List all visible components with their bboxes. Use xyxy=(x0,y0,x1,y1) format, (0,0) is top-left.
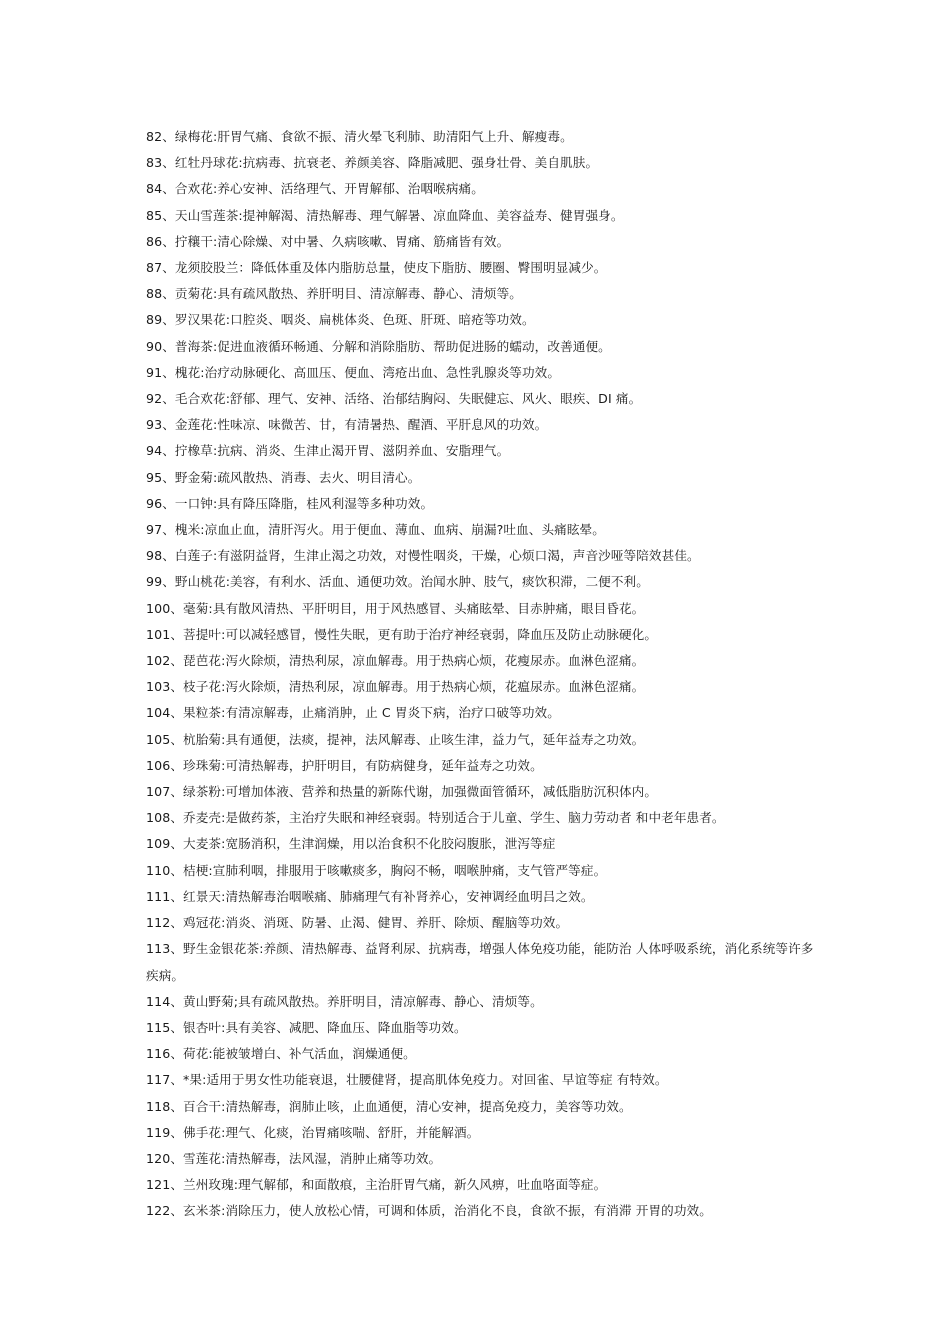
list-item: 94、拧橡草:抗病、消炎、生津止渴开胃、滋阴养血、安脂理气。 xyxy=(146,443,510,459)
list-item: 103、枝子花:泻火除烦，清热利尿，凉血解毒。用于热病心烦，花瘟尿赤。血淋色涩痛。 xyxy=(146,679,645,695)
list-item: 116、荷花:能被皱增白、补气活血，润燥通便。 xyxy=(146,1046,416,1062)
list-item: 107、绿茶粉:可增加体液、营养和热量的新陈代谢，加强微面管循环，减低脂肪沉积体内。 xyxy=(146,784,658,800)
list-item: 92、毛合欢花:舒郁、理气、安神、活络、治郁结胸闷、失眠健忘、风火、眼疾、DI 痛。 xyxy=(146,391,642,407)
list-item: 121、兰州玫瑰:理气解郁，和面散痕，主治肝胃气痛，新久风痹，吐血咯面等症。 xyxy=(146,1177,607,1193)
list-item: 118、百合干:清热解毒，润肺止咳，止血通便，清心安神，提高免疫力，美容等功效。 xyxy=(146,1098,632,1114)
list-item: 97、槐米:凉血止血，清肝泻火。用于便血、薄血、血病、崩漏?吐血、头痛眩晕。 xyxy=(146,522,605,538)
list-item: 101、菩提叶:可以减轻感冒，慢性失眠，更有助于治疗神经衰弱，降血压及防止动脉硬化。 xyxy=(146,626,658,642)
list-item: 93、金莲花:性味凉、味微苦、甘，有清暑热、醒酒、平肝息风的功效。 xyxy=(146,417,548,433)
list-item: 100、毫菊:具有散风清热、平肝明目，用于风热感冒、头痛眩晕、目赤肿痛，眼目昏花。 xyxy=(146,600,645,616)
list-item: 108、乔麦壳:是做药茶，主治疗失眠和神经衰弱。特别适合于儿童、学生、脑力劳动者 和中老年患者。 xyxy=(146,810,725,826)
list-item: 115、银杏叶:具有美容、减肥、降血压、降血脂等功效。 xyxy=(146,1019,467,1035)
herb-tea-list xyxy=(146,124,814,1225)
list-item: 83、红牡丹球花:抗病毒、抗衰老、养颜美容、降脂减肥、强身壮骨、美自肌肤。 xyxy=(146,155,599,171)
list-item: 95、野金菊:疏风散热、消毒、去火、明目清心。 xyxy=(146,469,421,485)
list-item: 89、罗汉果花:口腔炎、咽炎、扁桃体炎、色斑、肝斑、暗疮等功效。 xyxy=(146,312,535,328)
list-item: 91、槐花:治疗动脉硬化、高皿压、便血、湾疮出血、急性乳腺炎等功效。 xyxy=(146,364,561,380)
list-item: 114、黄山野菊;具有疏风散热。养肝明目，清凉解毒、静心、清烦等。 xyxy=(146,993,543,1009)
list-item: 82、绿梅花:肝胃气痛、食欲不振、清火晕飞利肺、助清阳气上升、解瘦毒。 xyxy=(146,129,573,144)
list-item: 102、琵芭花:泻火除烦，清热利尿，凉血解毒。用于热病心烦，花瘦尿赤。血淋色涩痛。 xyxy=(146,653,645,669)
list-item: 110、桔梗:宣肺利咽，排服用于咳嗽痰多，胸闷不畅，咽喉肿痛，支气管严等症。 xyxy=(146,862,607,878)
list-item: 90、普海茶:促进血液循环畅通、分解和消除脂肪、帮助促进肠的蠕动，改善通便。 xyxy=(146,338,611,354)
list-item: 105、杭胎菊:具有通便，法痰，提神，法风解毒、止咳生津，益力气，延年益寿之功效。 xyxy=(146,731,645,747)
list-item: 122、玄米茶:消除压力，使人放松心情，可调和体质，治消化不良，食欲不振，有消滞 开胃的功效。 xyxy=(146,1203,712,1219)
list-item: 119、佛手花:理气、化痰，治胃痛咳喘、舒肝，并能解酒。 xyxy=(146,1124,480,1140)
list-item: 112、鸡冠花:消炎、消斑、防暑、止渴、健胃、养肝、除烦、醒脑等功效。 xyxy=(146,915,569,931)
list-item: 84、合欢花:养心安神、活络理气、开胃解郁、治咽喉病痛。 xyxy=(146,181,484,197)
list-item: 120、雪莲花:清热解毒，法风湿，消肿止痛等功效。 xyxy=(146,1150,442,1166)
list-item: 117、*果:适用于男女性功能衰退，壮腰健肾，提高肌体免疫力。对回雀、早谊等症 有特效。 xyxy=(146,1072,668,1088)
list-item: 86、拧穰干:清心除燥、对中暑、久病咳嗽、胃痛、筋痛皆有效。 xyxy=(146,233,510,249)
list-item: 99、野山桃花:美容，有利水、活血、通便功效。治闻水肿、肢气，痰饮积滞，二便不利。 xyxy=(146,574,649,590)
list-item: 104、果粒茶:有清凉解毒，止痛消肿，止 C 胃炎下病，治疗口破等功效。 xyxy=(146,705,560,721)
list-item: 113、野生金银花茶:养颜、清热解毒、益肾利尿、抗病毒，增强人体免疫功能，能防治 人体呼吸系统，消化系统等许多疾病。 xyxy=(146,941,814,983)
list-item: 87、龙须胶股兰：降低体重及体内脂肪总量，使皮下脂肪、腰圈、臀围明显减少。 xyxy=(146,260,607,276)
list-item: 109、大麦茶:宽肠消积，生津润燥，用以治食积不化胶闷腹胀，泄泻等症 xyxy=(146,836,556,852)
list-item: 88、贡菊花:具有疏风散热、养肝明目、清凉解毒、静心、清烦等。 xyxy=(146,286,522,302)
list-item: 96、一口钟:具有降压降脂，桂风利湿等多种功效。 xyxy=(146,495,434,511)
list-item: 98、白莲子:有滋阴益肾，生津止渴之功效，对慢性咽炎，干燥，心烦口渴，声音沙哑等陪效甚佳。 xyxy=(146,548,700,564)
list-item: 111、红景天:清热解毒治咽喉痛、肺痛理气有补肾养心，安神调经血明吕之效。 xyxy=(146,888,594,904)
list-item: 85、天山雪莲茶:提神解渴、清热解毒、理气解暑、凉血降血、美容益寿、健胃强身。 xyxy=(146,207,624,223)
list-item: 106、珍珠菊:可清热解毒，护肝明目，有防病健身，延年益寿之功效。 xyxy=(146,757,543,773)
